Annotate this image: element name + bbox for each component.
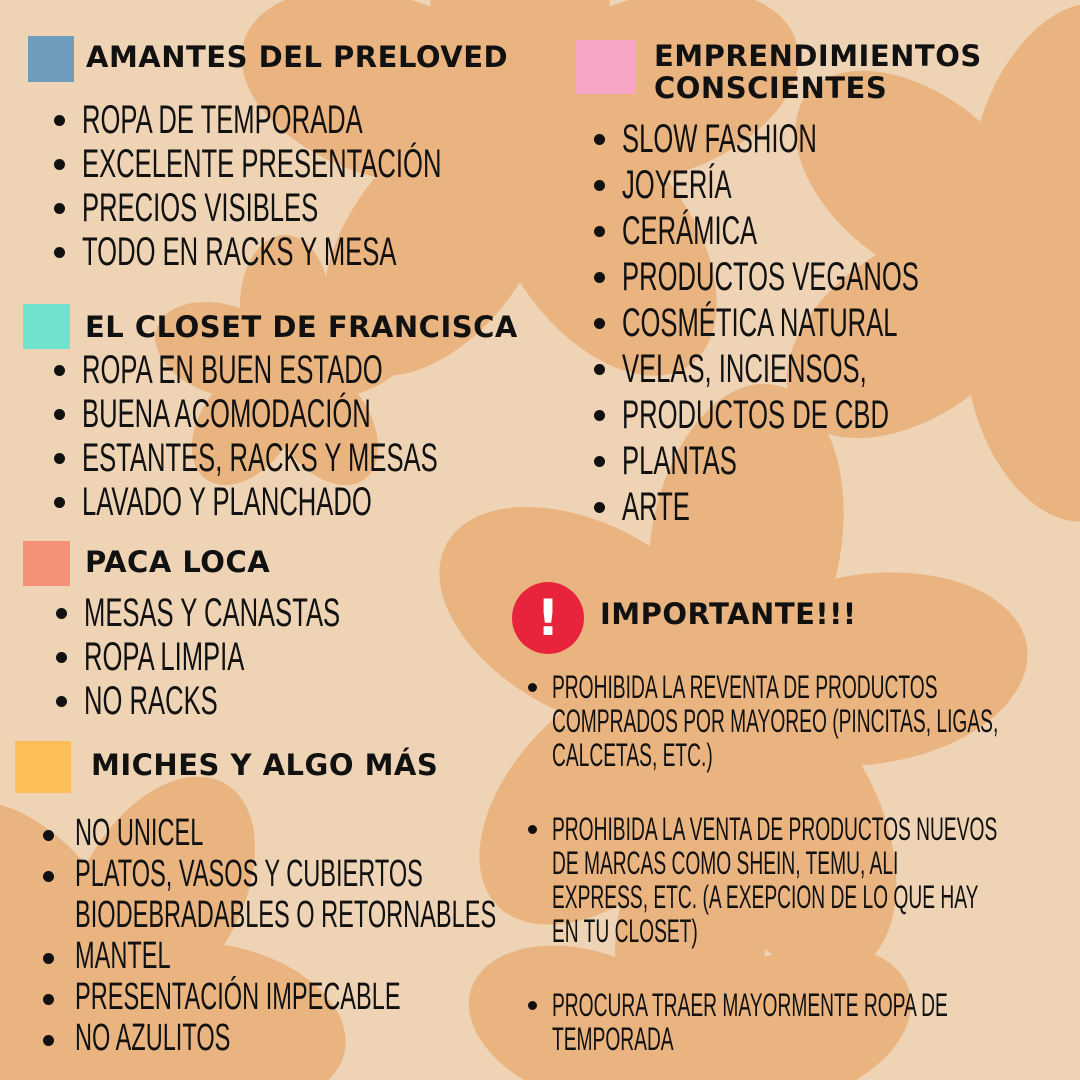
list-item: PRESENTACIÓN IMPECABLE: [43, 977, 754, 1018]
list-item: ARTE: [590, 485, 1080, 531]
miches-title: MICHES Y ALGO MÁS: [91, 748, 439, 782]
paca-loca-swatch: [23, 541, 70, 586]
list-item: PRODUCTOS DE CBD: [590, 393, 1080, 439]
emprendimientos-title: EMPRENDIMIENTOS CONSCIENTES: [654, 39, 982, 105]
francisca-swatch: [23, 304, 70, 349]
list-item: COSMÉTICA NATURAL: [590, 301, 1080, 347]
exclamation-icon: !: [512, 582, 584, 654]
list-item: PRODUCTOS VEGANOS: [590, 255, 1080, 301]
rule-item: PROHIBIDA LA REVENTA DE PRODUCTOS COMPRADOS POR MAYOREO (PINCITAS, LIGAS, CALCETAS, ETC.): [526, 670, 1080, 772]
paca-loca-title: PACA LOCA: [85, 545, 271, 579]
list-item: VELAS, INCIENSOS,: [590, 347, 1080, 393]
list-item: BUENA ACOMODACIÓN: [50, 392, 638, 436]
rule-item: PROCURA TRAER MAYORMENTE ROPA DE TEMPORADA: [526, 988, 1080, 1056]
list-item: SLOW FASHION: [590, 117, 1080, 163]
miches-swatch: [15, 741, 71, 793]
list-item: NO RACKS: [52, 679, 484, 723]
francisca-title: EL CLOSET DE FRANCISCA: [85, 310, 518, 344]
list-item: NO UNICEL: [43, 813, 754, 854]
importante-list: [526, 670, 1080, 1056]
emprendimientos-list: [590, 117, 1080, 531]
list-item: CERÁMICA: [590, 209, 1080, 255]
francisca-list: [50, 348, 638, 524]
list-item: MANTEL: [43, 936, 754, 977]
list-item: PLANTAS: [590, 439, 1080, 485]
preloved-list: [50, 98, 644, 274]
list-item: NO AZULITOS: [43, 1018, 754, 1059]
list-item: ROPA EN BUEN ESTADO: [50, 348, 638, 392]
list-item: PLATOS, VASOS Y CUBIERTOS BIODEBRADABLES O RETORNABLES: [43, 854, 754, 936]
emprendimientos-swatch: [576, 40, 635, 94]
preloved-title: AMANTES DEL PRELOVED: [86, 40, 509, 74]
list-item: EXCELENTE PRESENTACIÓN: [50, 142, 644, 186]
list-item: TODO EN RACKS Y MESA: [50, 230, 644, 274]
preloved-swatch: [28, 36, 74, 82]
list-item: ROPA DE TEMPORADA: [50, 98, 644, 142]
list-item: MESAS Y CANASTAS: [52, 591, 484, 635]
list-item: PRECIOS VISIBLES: [50, 186, 644, 230]
list-item: LAVADO Y PLANCHADO: [50, 480, 638, 524]
list-item: ROPA LIMPIA: [52, 635, 484, 679]
importante-title: IMPORTANTE!!!: [600, 597, 857, 631]
paca-loca-list: [52, 591, 484, 723]
rule-item: PROHIBIDA LA VENTA DE PRODUCTOS NUEVOS DE MARCAS COMO SHEIN, TEMU, ALI EXPRESS, ETC. (A EXEPCION DE LO QUE HAY EN TU CLOSET): [526, 812, 1080, 948]
list-item: ESTANTES, RACKS Y MESAS: [50, 436, 638, 480]
list-item: JOYERÍA: [590, 163, 1080, 209]
